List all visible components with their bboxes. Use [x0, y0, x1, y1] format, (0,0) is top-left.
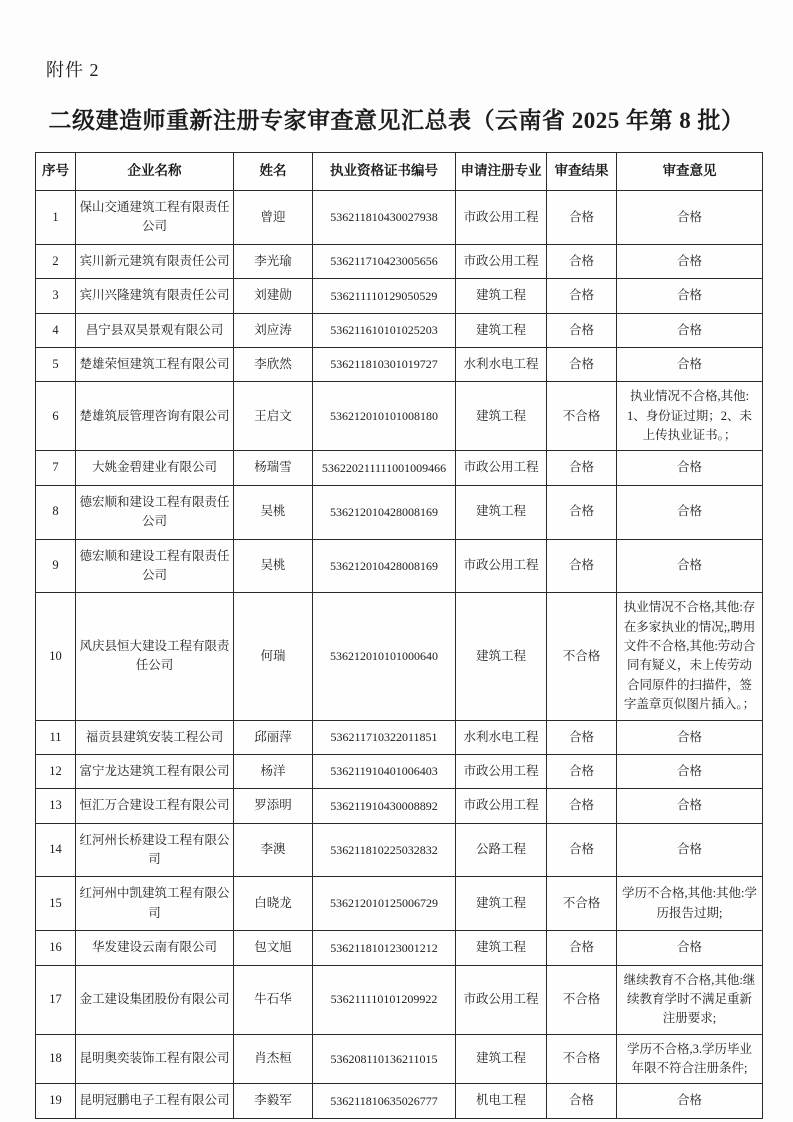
cell-major: 市政公用工程: [456, 965, 547, 1034]
cell-cert-no: 536211810301019727: [313, 347, 456, 381]
table-row: [36, 823, 763, 877]
cell-name: 何瑞: [234, 593, 313, 720]
table-row: [36, 313, 763, 347]
cell-result: 合格: [547, 823, 617, 877]
cell-name: 刘应涛: [234, 313, 313, 347]
cell-seq: 7: [36, 451, 76, 485]
table-row: [36, 931, 763, 965]
page-title: 二级建造师重新注册专家审查意见汇总表（云南省 2025 年第 8 批）: [48, 108, 745, 133]
cell-seq: 6: [36, 382, 76, 451]
cell-major: 市政公用工程: [456, 451, 547, 485]
cell-name: 王启文: [234, 382, 313, 451]
cell-major: 水利水电工程: [456, 720, 547, 754]
cell-result: 合格: [547, 244, 617, 278]
cell-result: 合格: [547, 347, 617, 381]
cell-seq: 10: [36, 593, 76, 720]
cell-opinion: 合格: [617, 1084, 763, 1118]
cell-result: 合格: [547, 1084, 617, 1118]
table-row: [36, 279, 763, 313]
cell-company: 风庆县恒大建设工程有限责任公司: [76, 593, 234, 720]
cell-opinion: 合格: [617, 244, 763, 278]
cell-cert-no: 536211810225032832: [313, 823, 456, 877]
cell-result: 合格: [547, 451, 617, 485]
cell-cert-no: 536211810635026777: [313, 1084, 456, 1118]
cell-opinion: 合格: [617, 754, 763, 788]
cell-cert-no: 536211810430027938: [313, 191, 456, 245]
cell-seq: 12: [36, 754, 76, 788]
cell-name: 杨瑞雪: [234, 451, 313, 485]
cell-name: 李光瑜: [234, 244, 313, 278]
cell-major: 建筑工程: [456, 877, 547, 931]
cell-result: 不合格: [547, 877, 617, 931]
cell-major: 市政公用工程: [456, 191, 547, 245]
cell-major: 建筑工程: [456, 279, 547, 313]
cell-opinion: 合格: [617, 823, 763, 877]
cell-opinion: 执业情况不合格,其他:1、身份证过期；2、未上传执业证书。；: [617, 382, 763, 451]
table-row: [36, 720, 763, 754]
cell-opinion: 学历不合格,3.学历毕业年限不符合注册条件;: [617, 1034, 763, 1084]
cell-opinion: 合格: [617, 539, 763, 593]
col-header-seq: 序号: [36, 153, 76, 191]
cell-name: 李欣然: [234, 347, 313, 381]
table-row: [36, 244, 763, 278]
cell-seq: 16: [36, 931, 76, 965]
cell-cert-no: 536211610101025203: [313, 313, 456, 347]
cell-major: 建筑工程: [456, 931, 547, 965]
col-header-company: 企业名称: [76, 153, 234, 191]
table-row: [36, 965, 763, 1034]
cell-company: 昆明冠鹏电子工程有限公司: [76, 1084, 234, 1118]
cell-name: 邱丽萍: [234, 720, 313, 754]
cell-company: 恒汇万合建设工程有限公司: [76, 789, 234, 823]
review-table: [35, 152, 763, 1119]
cell-company: 德宏顺和建设工程有限责任公司: [76, 485, 234, 539]
cell-opinion: 合格: [617, 451, 763, 485]
table-row: [36, 1034, 763, 1084]
cell-company: 宾川新元建筑有限责任公司: [76, 244, 234, 278]
cell-opinion: 合格: [617, 279, 763, 313]
cell-company: 福贡县建筑安装工程公司: [76, 720, 234, 754]
cell-opinion: 合格: [617, 789, 763, 823]
cell-major: 市政公用工程: [456, 754, 547, 788]
cell-result: 合格: [547, 191, 617, 245]
cell-result: 不合格: [547, 382, 617, 451]
cell-major: 建筑工程: [456, 313, 547, 347]
cell-name: 包文旭: [234, 931, 313, 965]
cell-cert-no: 536211810123001212: [313, 931, 456, 965]
cell-company: 富宁龙达建筑工程有限公司: [76, 754, 234, 788]
cell-result: 不合格: [547, 965, 617, 1034]
cell-seq: 11: [36, 720, 76, 754]
cell-opinion: 合格: [617, 191, 763, 245]
cell-result: 合格: [547, 539, 617, 593]
cell-name: 肖杰桓: [234, 1034, 313, 1084]
cell-opinion: 学历不合格,其他:其他:学历报告过期;: [617, 877, 763, 931]
cell-name: 杨洋: [234, 754, 313, 788]
cell-company: 大姚金碧建业有限公司: [76, 451, 234, 485]
cell-result: 合格: [547, 279, 617, 313]
cell-major: 市政公用工程: [456, 244, 547, 278]
cell-result: 合格: [547, 931, 617, 965]
cell-opinion: 继续教育不合格,其他:继续教育学时不满足重新注册要求;: [617, 965, 763, 1034]
cell-name: 罗添明: [234, 789, 313, 823]
table-row: [36, 789, 763, 823]
table-row: [36, 1084, 763, 1118]
cell-cert-no: 536211110101209922: [313, 965, 456, 1034]
table-row: [36, 877, 763, 931]
cell-seq: 18: [36, 1034, 76, 1084]
cell-company: 楚雄荣恒建筑工程有限公司: [76, 347, 234, 381]
cell-name: 吴桃: [234, 539, 313, 593]
cell-major: 建筑工程: [456, 1034, 547, 1084]
cell-name: 李澳: [234, 823, 313, 877]
cell-opinion: 合格: [617, 485, 763, 539]
cell-seq: 3: [36, 279, 76, 313]
cell-seq: 19: [36, 1084, 76, 1118]
cell-result: 不合格: [547, 593, 617, 720]
cell-cert-no: 536212010428008169: [313, 485, 456, 539]
cell-opinion: 执业情况不合格,其他:存在多家执业的情况;,聘用文件不合格,其他:劳动合同有疑义，未上传劳动合同原件的扫描件，签字盖章页似图片插入。；: [617, 593, 763, 720]
col-header-opinion: 审查意见: [617, 153, 763, 191]
cell-major: 市政公用工程: [456, 789, 547, 823]
cell-name: 曾迎: [234, 191, 313, 245]
table-row: [36, 382, 763, 451]
cell-cert-no: 536220211111001009466: [313, 451, 456, 485]
table-row: [36, 754, 763, 788]
col-header-result: 审查结果: [547, 153, 617, 191]
cell-opinion: 合格: [617, 347, 763, 381]
cell-cert-no: 536211910401006403: [313, 754, 456, 788]
cell-cert-no: 536211910430008892: [313, 789, 456, 823]
cell-opinion: 合格: [617, 720, 763, 754]
cell-major: 公路工程: [456, 823, 547, 877]
cell-major: 建筑工程: [456, 382, 547, 451]
cell-opinion: 合格: [617, 313, 763, 347]
table-row: [36, 539, 763, 593]
cell-seq: 1: [36, 191, 76, 245]
cell-name: 吴桃: [234, 485, 313, 539]
cell-cert-no: 536212010101000640: [313, 593, 456, 720]
cell-name: 刘建勋: [234, 279, 313, 313]
cell-company: 保山交通建筑工程有限责任公司: [76, 191, 234, 245]
col-header-cert-no: 执业资格证书编号: [313, 153, 456, 191]
cell-cert-no: 536212010101008180: [313, 382, 456, 451]
cell-seq: 5: [36, 347, 76, 381]
cell-seq: 14: [36, 823, 76, 877]
cell-seq: 2: [36, 244, 76, 278]
cell-company: 红河州中凯建筑工程有限公司: [76, 877, 234, 931]
cell-name: 白晓龙: [234, 877, 313, 931]
table-row: [36, 191, 763, 245]
table-header-row: [36, 153, 763, 191]
cell-company: 红河州长桥建设工程有限公司: [76, 823, 234, 877]
cell-opinion: 合格: [617, 931, 763, 965]
cell-major: 市政公用工程: [456, 539, 547, 593]
cell-cert-no: 536211110129050529: [313, 279, 456, 313]
cell-result: 合格: [547, 789, 617, 823]
table-row: [36, 485, 763, 539]
cell-company: 昌宁县双昊景观有限公司: [76, 313, 234, 347]
cell-seq: 17: [36, 965, 76, 1034]
cell-major: 建筑工程: [456, 593, 547, 720]
col-header-major: 申请注册专业: [456, 153, 547, 191]
cell-company: 昆明奥奕装饰工程有限公司: [76, 1034, 234, 1084]
cell-result: 合格: [547, 485, 617, 539]
cell-result: 不合格: [547, 1034, 617, 1084]
cell-cert-no: 536212010125006729: [313, 877, 456, 931]
cell-cert-no: 536212010428008169: [313, 539, 456, 593]
cell-company: 华发建设云南有限公司: [76, 931, 234, 965]
cell-seq: 13: [36, 789, 76, 823]
cell-name: 李毅军: [234, 1084, 313, 1118]
cell-company: 楚雄筑辰管理咨询有限公司: [76, 382, 234, 451]
cell-major: 水利水电工程: [456, 347, 547, 381]
table-row: [36, 347, 763, 381]
cell-seq: 8: [36, 485, 76, 539]
cell-cert-no: 536211710423005656: [313, 244, 456, 278]
cell-seq: 4: [36, 313, 76, 347]
cell-major: 建筑工程: [456, 485, 547, 539]
cell-seq: 15: [36, 877, 76, 931]
table-row: [36, 451, 763, 485]
col-header-name: 姓名: [234, 153, 313, 191]
cell-company: 宾川兴隆建筑有限责任公司: [76, 279, 234, 313]
cell-result: 合格: [547, 720, 617, 754]
attachment-label: 附件 2: [46, 60, 100, 80]
table-row: [36, 593, 763, 720]
cell-result: 合格: [547, 754, 617, 788]
cell-cert-no: 536211710322011851: [313, 720, 456, 754]
cell-seq: 9: [36, 539, 76, 593]
cell-company: 金工建设集团股份有限公司: [76, 965, 234, 1034]
cell-major: 机电工程: [456, 1084, 547, 1118]
cell-name: 牛石华: [234, 965, 313, 1034]
cell-company: 德宏顺和建设工程有限责任公司: [76, 539, 234, 593]
cell-cert-no: 536208110136211015: [313, 1034, 456, 1084]
cell-result: 合格: [547, 313, 617, 347]
